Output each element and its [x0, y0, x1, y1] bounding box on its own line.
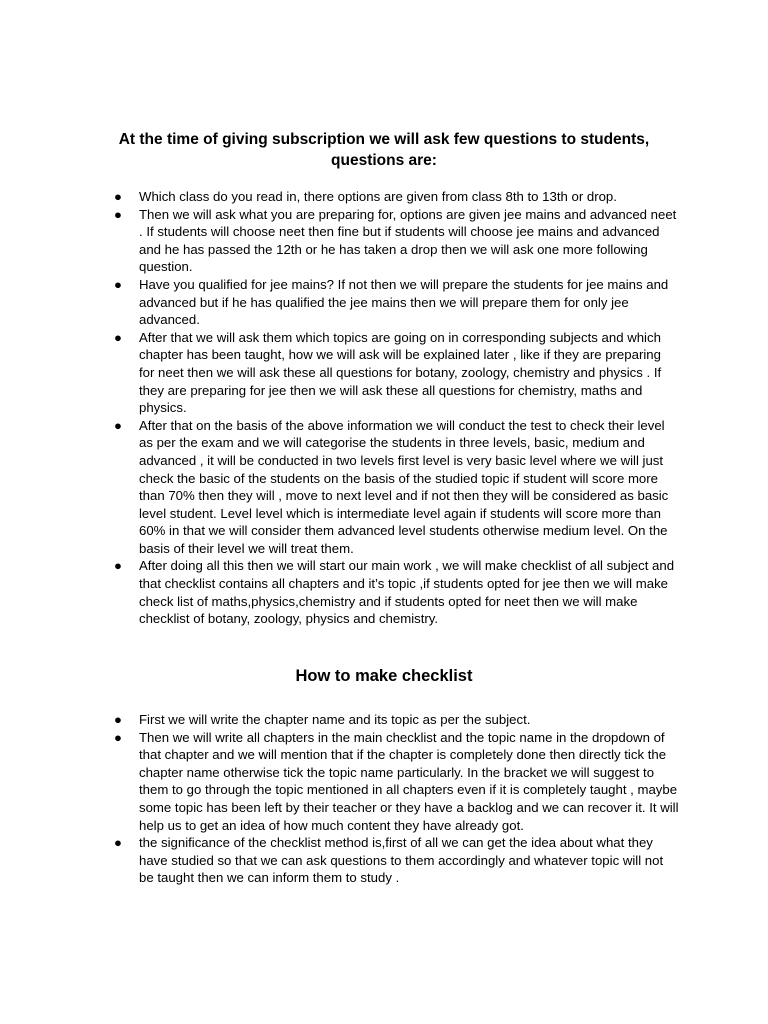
list-item: [114, 206, 679, 276]
list-item: [114, 729, 679, 835]
list-item-text: Have you qualified for jee mains? If not then we will prepare the students for jee mains and advanced but if he has qualified the jee mains then we will prepare them for only jee advanced.: [139, 276, 669, 328]
list-item-text: After that we will ask them which topics are going on in corresponding subjects and which chapter has been taught, how we will ask will be explained later , like if they are preparing for neet then we will ask these all questions for botany, zoology, chemistry and physics . If they are preparing for jee then we will ask these all questions for chemistry, maths and physics.: [139, 329, 662, 416]
list-item-text: After doing all this then we will start our main work , we will make checklist of all subject and that checklist contains all chapters and it’s topic ,if students opted for jee then we will make check list of maths,physics,chemistry and if students opted for neet then we will make checklist of botany, zoology, physics and chemistry.: [139, 558, 675, 627]
list-item: [114, 329, 679, 417]
bullet-icon: ●: [114, 189, 122, 204]
list-item: [114, 834, 679, 887]
section-1-heading: [60, 129, 708, 171]
bullet-icon: ●: [114, 835, 122, 851]
bullet-icon: ●: [114, 206, 122, 222]
list-item-text: Then we will write all chapters in the main checklist and the topic name in the dropdown of that chapter and we will mention that if the chapter is completely done then directly tick the chapter name otherwise tick the topic name particularly. In the bracket we will suggest to them to go through the topic mentioned in all chapters even if it is completely taught , maybe some topic has been left by their teacher or they have a backlog and we can recover it. It will help us to get an idea of how much content they have already got.: [139, 729, 679, 833]
list-item: [114, 557, 679, 627]
section-1-heading-line-2: questions are:: [331, 152, 437, 169]
section-1-heading-line-1: At the time of giving subscription we will ask few questions to students,: [118, 131, 650, 148]
section-2-bullet-list: [114, 711, 679, 887]
list-item-text: After that on the basis of the above information we will conduct the test to check their level as per the exam and we will categorise the students in three levels, basic, medium and advanced , it will be conducted in two levels first level is very basic level where we will just check the basic of the students on the basis of the studied topic if student will score more than 70% then they will , move to next level and if not then they will be considered as basic level student. Level level which is intermediate level again if students will score more than 60% in that we will consider them advanced level students otherwise medium level. On the basis of their level we will treat them.: [139, 417, 669, 556]
list-item: [114, 417, 679, 558]
list-item-text: First we will write the chapter name and its topic as per the subject.: [139, 712, 531, 727]
bullet-icon: ●: [114, 729, 122, 745]
bullet-icon: ●: [114, 558, 122, 574]
list-item: [114, 711, 679, 729]
section-2-heading: How to make checklist: [295, 667, 473, 685]
section-1-bullet-list: [114, 188, 679, 628]
list-item-text: the significance of the checklist method is,first of all we can get the idea about what they have studied so that we can ask questions to them accordingly and whatever topic will not be taught then we can inform them to study .: [139, 835, 664, 886]
list-item: [114, 188, 679, 206]
bullet-icon: ●: [114, 417, 122, 433]
list-item: [114, 276, 679, 329]
list-item-text: Then we will ask what you are preparing for, options are given jee mains and advanced neet . If students will choose neet then fine but if students will choose jee mains and advanced and he has passed the 12th or he has taken a drop then we will ask one more following question.: [139, 206, 677, 275]
bullet-icon: ●: [114, 276, 122, 292]
bullet-icon: ●: [114, 329, 122, 345]
list-item-text: Which class do you read in, there options are given from class 8th to 13th or drop.: [139, 189, 617, 204]
bullet-icon: ●: [114, 712, 122, 727]
